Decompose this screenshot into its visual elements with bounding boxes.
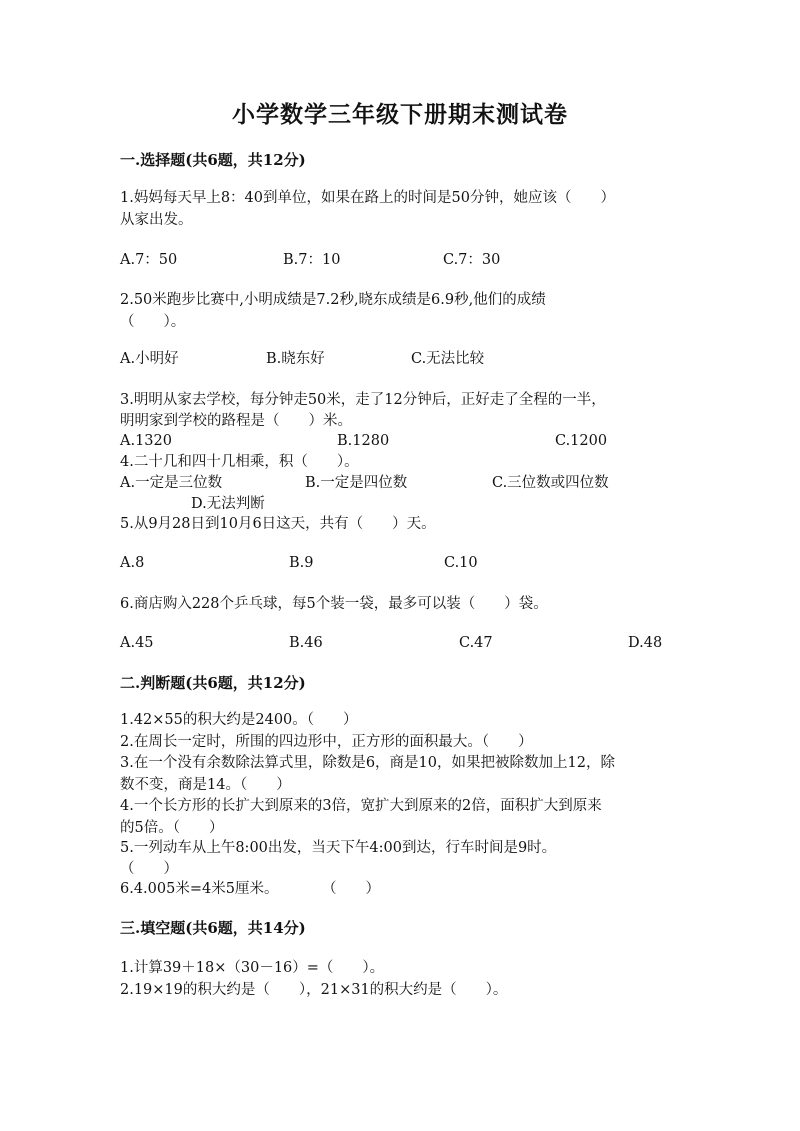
option-a[interactable]: A.45 (120, 635, 154, 651)
judgement-line: 2.在周长一定时，所围的四边形中，正方形的面积最大。（ ） (120, 734, 533, 750)
question-text: 明明家到学校的路程是（ ）米。 (120, 413, 352, 429)
option-b[interactable]: B.46 (289, 635, 323, 651)
option-a[interactable]: A.小明好 (120, 351, 179, 367)
option-b[interactable]: B.1280 (337, 433, 390, 449)
option-d[interactable]: D.无法判断 (191, 496, 265, 512)
option-b[interactable]: B.9 (289, 555, 314, 571)
option-b[interactable]: B.一定是四位数 (305, 475, 408, 491)
option-c[interactable]: C.无法比较 (411, 351, 485, 367)
section-heading-judgement: 二.判断题(共6题，共12分) (120, 674, 306, 692)
option-c[interactable]: C.1200 (555, 433, 608, 449)
option-c[interactable]: C.7：30 (443, 252, 501, 268)
question-text: 3.明明从家去学校，每分钟走50米，走了12分钟后，正好走了全程的一半， (120, 392, 606, 408)
section-heading-fill-blank: 三.填空题(共6题，共14分) (120, 919, 306, 937)
judgement-line: 5.一列动车从上午8:00出发，当天下午4:00到达，行车时间是9时。 (120, 840, 557, 856)
option-b[interactable]: B.晓东好 (266, 351, 325, 367)
page-title: 小学数学三年级下册期末测试卷 (232, 101, 568, 128)
option-a[interactable]: A.7：50 (120, 252, 178, 268)
judgement-line: （ ） (120, 861, 178, 877)
option-a[interactable]: A.8 (120, 555, 145, 571)
question-text: （ ）。 (120, 314, 186, 330)
question-text: 从家出发。 (120, 212, 193, 228)
option-d[interactable]: D.48 (628, 635, 663, 651)
fill-blank-line: 1.计算39＋18×（30－16）=（ ）。 (120, 960, 385, 976)
judgement-line: 1.42×55的积大约是2400。（ ） (120, 712, 358, 728)
fill-blank-line: 2.19×19的积大约是（ ），21×31的积大约是（ ）。 (120, 982, 508, 998)
option-c[interactable]: C.47 (459, 635, 493, 651)
question-text: 1.妈妈每天早上8：40到单位，如果在路上的时间是50分钟，她应该（ ） (120, 190, 615, 206)
question-text: 4.二十几和四十几相乘，积（ ）。 (120, 454, 359, 470)
judgement-line: 6.4.005米=4米5厘米。 （ ） (120, 881, 380, 897)
section-heading-choice: 一.选择题(共6题，共12分) (120, 151, 306, 169)
judgement-line: 4.一个长方形的长扩大到原来的3倍，宽扩大到原来的2倍，面积扩大到原来 (120, 798, 602, 814)
option-c[interactable]: C.10 (444, 555, 478, 571)
option-c[interactable]: C.三位数或四位数 (492, 475, 609, 491)
judgement-line: 的5倍。（ ） (120, 820, 224, 836)
judgement-line: 数不变，商是14。（ ） (120, 777, 291, 793)
judgement-line: 3.在一个没有余数除法算式里，除数是6，商是10，如果把被除数加上12，除 (120, 755, 615, 771)
question-text: 2.50米跑步比赛中,小明成绩是7.2秒,晓东成绩是6.9秒,他们的成绩 (120, 292, 546, 308)
option-b[interactable]: B.7：10 (283, 252, 341, 268)
question-text: 5.从9月28日到10月6日这天，共有（ ）天。 (120, 516, 436, 532)
question-text: 6.商店购入228个乒乓球，每5个装一袋，最多可以装（ ）袋。 (120, 596, 548, 612)
option-a[interactable]: A.一定是三位数 (120, 475, 223, 491)
option-a[interactable]: A.1320 (120, 433, 172, 449)
